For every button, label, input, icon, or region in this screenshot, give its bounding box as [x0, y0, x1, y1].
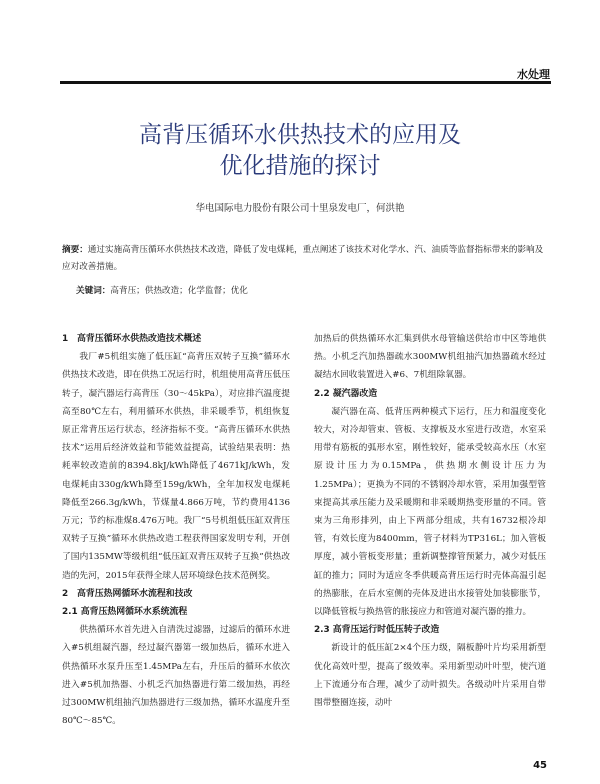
section-2-1-heading: 2.1 高背压热网循环水系统流程 — [62, 607, 188, 618]
page-number: 45 — [533, 760, 547, 771]
left-column — [62, 330, 290, 730]
keywords-label: 关键词： — [76, 286, 111, 296]
header-rule — [60, 81, 551, 84]
section-2-3-heading: 2.3 高背压运行时低压转子改造 — [314, 625, 440, 636]
section-tag: 水处理 — [517, 68, 550, 81]
article-title — [0, 120, 600, 182]
section-2-1-continued: 加热后的供热循环水汇集到供水母管输送供给市中区等地供热。小机乏汽加热器疏水300MW机组抽汽加热器疏水经过凝结水回收装置进入#6、7机组除氧器。 — [314, 334, 546, 381]
section-2-heading: 2 高背压热网循环水流程和技改 — [62, 588, 193, 599]
section-1-heading: 1 高背压循环水供热改造技术概述 — [62, 334, 202, 344]
title-line-1: 高背压循环水供热技术的应用及 — [139, 122, 461, 148]
top-margin — [0, 0, 600, 14]
title-line-2: 优化措施的探讨 — [219, 153, 381, 179]
author-affiliation: 华电国际电力股份有限公司十里泉发电厂，何洪艳 — [195, 203, 405, 214]
right-column — [314, 330, 546, 712]
section-2-2-heading: 2.2 凝汽器改造 — [314, 388, 378, 399]
keywords — [76, 283, 548, 300]
section-1-paragraph: 我厂#5机组实施了低压缸“高背压双转子互换”循环水供热技术改造，即在供热工况运行时，机组使用高背压低压转子，凝汽器运行高背压（30～45kPa），对应排汽温度提高至80℃左右，利用循环水供热，非采暖季节，机组恢复原正常背压运行状态，经济指标不变。“高背压循环水供热技术”运用后经济效益和节能效益提高，试验结果表明：热耗率较改造前的8394.8kJ/kWh降低了4671kJ/kWh，发电煤耗由330g/kWh降至159g/kWh，全年加权发电煤耗降低至266.3g/kWh，节煤量4.866万吨，节约费用4136万元；节约标准煤8.476万吨。我厂“5号机组低压缸双背压双转子互换”循环水供热改造工程获得国家发明专利，开创了国内135MW等级机组“低压缸双背压双转子互换”供热改造的先河，2015年获得全球人居环境绿色技术范例奖。 — [62, 352, 290, 581]
keywords-text: 高背压；供热改造；化学监督；优化 — [110, 286, 248, 296]
section-2-1-paragraph: 供热循环水首先进入自清洗过滤器，过滤后的循环水进入#5机组凝汽器，经过凝汽器第一级加热后，循环水进入供热循环水泵升压至1.45MPa左右，升压后的循环水依次进入#5机加热器、小机乏汽加热器进行第二级加热，再经过300MW机组抽汽加热器进行三级加热，循环水温度升至80℃～85℃。 — [62, 625, 290, 727]
section-2-3-paragraph: 新设计的低压缸2×4个压力级，隔板静叶片均采用新型优化高效叶型，提高了级效率。采用新型动叶叶型，使汽道上下流通分布合理，减少了动叶损失。各级动叶片采用自带围带整圈连接，动叶 — [314, 643, 546, 709]
abstract-label: 摘要： — [62, 245, 88, 255]
abstract — [62, 242, 548, 276]
abstract-text: 通过实施高背压循环水供热技术改造，降低了发电煤耗，重点阐述了该技术对化学水、汽、油质等监督指标带来的影响及应对改善措施。 — [62, 245, 544, 272]
section-2-2-paragraph: 凝汽器在高、低背压两种模式下运行，压力和温度变化较大，对冷却管束、管板、支撑板及水室进行改造，水室采用带有筋板的弧形水室，刚性较好，能承受较高水压（水室原设计压力为0.15MPa，供热期水侧设计压力为1.25MPa）；更换为不同的不锈钢冷却水管，采用加强型管束提高其承压能力及采暖期和非采暖期热变形量的不同。管束为三角形排列，由上下两部分组成，共有16732根冷却管，有效长度为8400mm，管子材料为TP316L；加入管板厚度，减小管板变形量；重新调整撑管预紧力，减少对低压缸的推力；同时为适应冬季供暖高背压运行时壳体高温引起的热膨胀，在后水室侧的壳体及进出水接管处加装膨胀节，以降低管板与换热管的胀接应力和管道对凝汽器的推力。 — [314, 406, 546, 618]
